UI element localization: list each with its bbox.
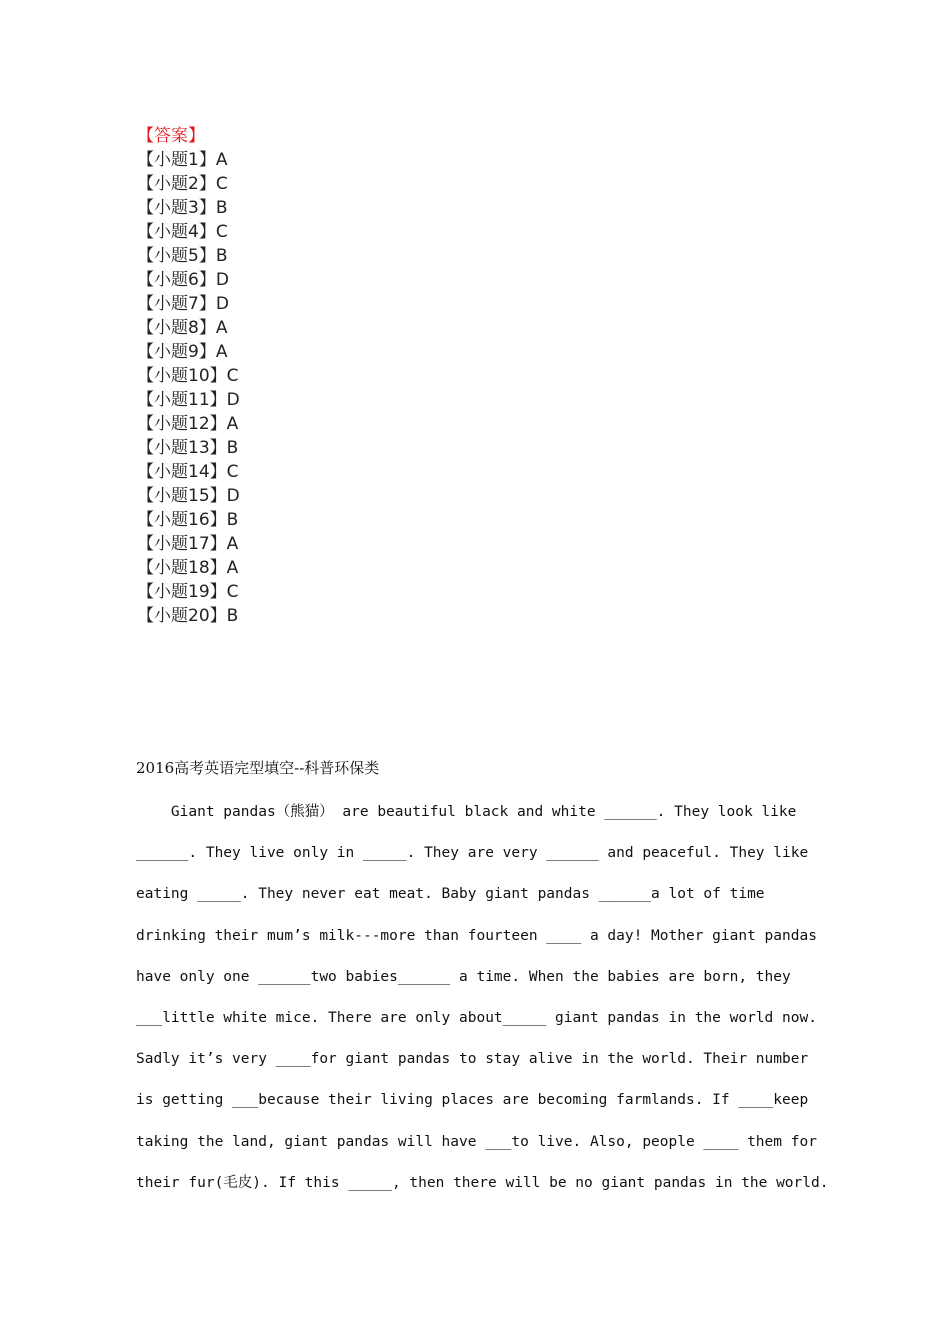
answer-key (137, 124, 240, 628)
passage-line-4: drinking their mum’s milk---more than fourteen ____ a day! Mother giant pandas (136, 927, 817, 944)
answer-item-8: 【小题8】A (137, 318, 228, 338)
passage-line-6: ___little white mice. There are only about_____ giant pandas in the world now. (136, 1009, 817, 1026)
answer-item-1: 【小题1】A (137, 150, 228, 170)
answer-item-18: 【小题18】A (137, 558, 239, 578)
passage-line-8: is getting ___because their living places are becoming farmlands. If ____keep (136, 1092, 809, 1109)
answer-item-13: 【小题13】B (137, 438, 239, 458)
answer-item-11: 【小题11】D (137, 390, 240, 410)
answer-item-20: 【小题20】B (137, 606, 239, 626)
answer-item-12: 【小题12】A (137, 414, 239, 434)
answer-item-19: 【小题19】C (137, 582, 239, 602)
passage-line-7: Sadly it’s very ____for giant pandas to stay alive in the world. Their number (136, 1051, 809, 1068)
answer-heading: 【答案】 (137, 126, 205, 146)
passage-line-9: taking the land, giant pandas will have ___to live. Also, people ____ them for (136, 1133, 817, 1150)
answer-item-17: 【小题17】A (137, 534, 239, 554)
passage-line-1: Giant pandas（熊猫） are beautiful black and white ______. They look like (136, 804, 797, 820)
passage-line-3: eating _____. They never eat meat. Baby giant pandas ______a lot of time (136, 886, 765, 903)
answer-item-4: 【小题4】C (137, 222, 228, 242)
cloze-passage (136, 792, 829, 1204)
answer-item-5: 【小题5】B (137, 246, 228, 266)
answer-item-16: 【小题16】B (137, 510, 239, 530)
answer-item-7: 【小题7】D (137, 294, 229, 314)
passage-line-5: have only one ______two babies______ a time. When the babies are born, they (136, 968, 791, 985)
answer-item-2: 【小题2】C (137, 174, 228, 194)
answer-item-10: 【小题10】C (137, 366, 239, 386)
answer-item-3: 【小题3】B (137, 198, 228, 218)
passage-line-10: their fur(毛皮). If this _____, then there will be no giant pandas in the world. (136, 1174, 829, 1191)
answer-item-6: 【小题6】D (137, 270, 229, 290)
answer-item-14: 【小题14】C (137, 462, 239, 482)
answer-item-15: 【小题15】D (137, 486, 240, 506)
passage-line-2: ______. They live only in _____. They are very ______ and peaceful. They like (136, 845, 809, 862)
cloze-section (136, 756, 829, 1204)
section-title: 2016高考英语完型填空--科普环保类 (136, 759, 380, 777)
answer-item-9: 【小题9】A (137, 342, 228, 362)
